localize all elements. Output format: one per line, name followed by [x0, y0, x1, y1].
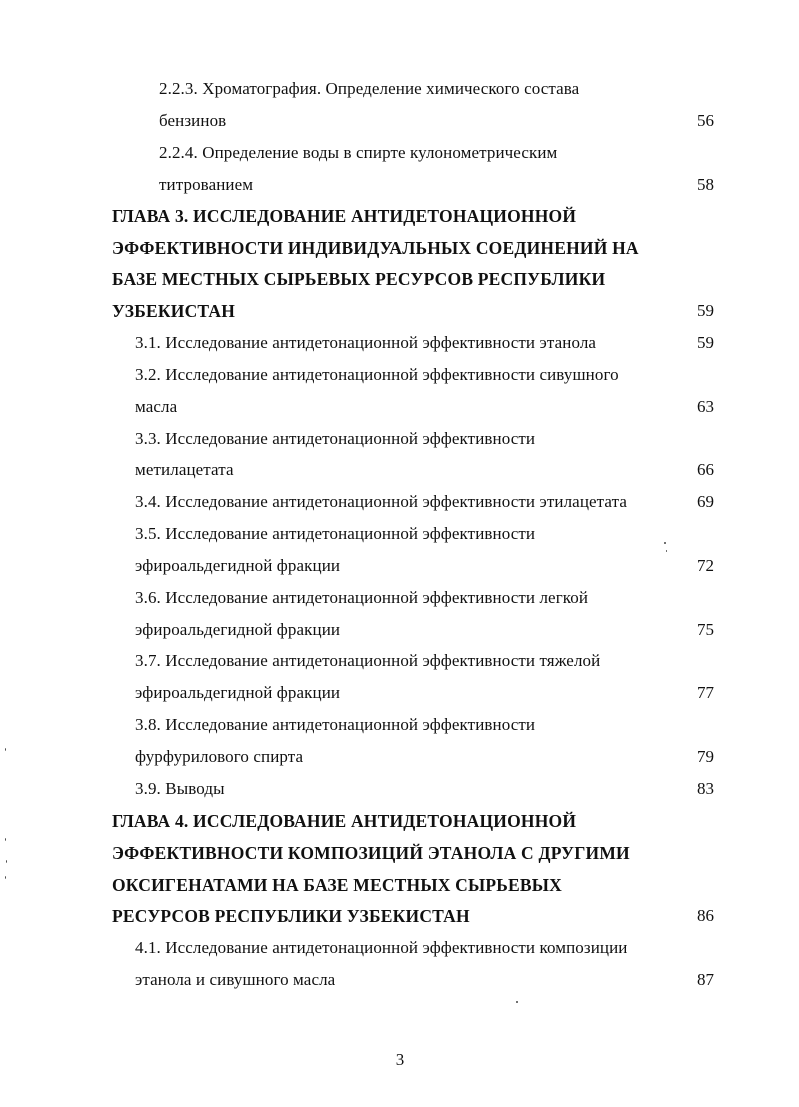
- toc-page-number: 83: [697, 779, 714, 798]
- scan-speck: [666, 550, 667, 552]
- toc-chapter-4-line1: ГЛАВА 4. ИССЛЕДОВАНИЕ АНТИДЕТОНАЦИОННОЙ: [112, 811, 577, 831]
- scan-speck: [5, 838, 6, 841]
- toc-entry-3-7-line1: 3.7. Исследование антидетонационной эффективности тяжелой: [135, 651, 601, 670]
- scan-speck: [664, 542, 666, 544]
- toc-entry-3-2-line2: масла: [135, 397, 178, 416]
- scan-speck: [5, 748, 6, 751]
- toc-entry-3-7-line2: эфироальдегидной фракции: [135, 683, 341, 702]
- toc-entry-4-1-line2: этанола и сивушного масла: [135, 970, 336, 989]
- scan-speck: [5, 876, 6, 879]
- toc-chapter-3-line2: ЭФФЕКТИВНОСТИ ИНДИВИДУАЛЬНЫХ СОЕДИНЕНИЙ НА: [112, 238, 639, 258]
- toc-entry-3-6-line2: эфироальдегидной фракции: [135, 620, 341, 639]
- toc-chapter-3-line4: УЗБЕКИСТАН: [112, 301, 236, 321]
- toc-page-number: 56: [697, 111, 714, 130]
- toc-entry-3-5-line1: 3.5. Исследование антидетонационной эффективности: [135, 524, 536, 543]
- toc-entry-2-2-4-line2: титрованием: [159, 175, 254, 194]
- toc-entry-3-8-line1: 3.8. Исследование антидетонационной эффективности: [135, 715, 536, 734]
- toc-chapter-3-line3: БАЗЕ МЕСТНЫХ СЫРЬЕВЫХ РЕСУРСОВ РЕСПУБЛИКИ: [112, 269, 606, 289]
- toc-entry-3-8-line2: фурфурилового спирта: [135, 747, 304, 766]
- toc-entry-3-5-line2: эфироальдегидной фракции: [135, 556, 341, 575]
- toc-chapter-4-line3: ОКСИГЕНАТАМИ НА БАЗЕ МЕСТНЫХ СЫРЬЕВЫХ: [112, 875, 562, 895]
- toc-page-number: 75: [697, 620, 714, 639]
- toc-entry-3-3-line1: 3.3. Исследование антидетонационной эффективности: [135, 429, 536, 448]
- toc-chapter-4-line4: РЕСУРСОВ РЕСПУБЛИКИ УЗБЕКИСТАН: [112, 906, 470, 926]
- toc-entry-2-2-3-line1: 2.2.3. Хроматография. Определение химического состава: [159, 79, 580, 98]
- toc-page-number: 66: [697, 460, 714, 479]
- toc-page-number: 69: [697, 492, 714, 511]
- toc-chapter-3-line1: ГЛАВА 3. ИССЛЕДОВАНИЕ АНТИДЕТОНАЦИОННОЙ: [112, 206, 577, 226]
- toc-entry-4-1-line1: 4.1. Исследование антидетонационной эффективности композиции: [135, 938, 628, 957]
- toc-page-number: 63: [697, 397, 714, 416]
- toc-page-number: 87: [697, 970, 714, 989]
- toc-page-number: 58: [697, 175, 714, 194]
- toc-page-number: 86: [697, 906, 714, 925]
- toc-chapter-4-line2: ЭФФЕКТИВНОСТИ КОМПОЗИЦИЙ ЭТАНОЛА С ДРУГИМИ: [112, 843, 630, 863]
- toc-entry-3-6-line1: 3.6. Исследование антидетонационной эффективности легкой: [135, 588, 589, 607]
- toc-page-number: 79: [697, 747, 714, 766]
- toc-entry-3-2-line1: 3.2. Исследование антидетонационной эффективности сивушного: [135, 365, 619, 384]
- scan-speck: [6, 860, 7, 863]
- toc-entry-2-2-4-line1: 2.2.4. Определение воды в спирте кулонометрическим: [159, 143, 558, 162]
- toc-page-number: 72: [697, 556, 714, 575]
- toc-page-number: 59: [697, 301, 714, 320]
- toc-entry-3-1: 3.1. Исследование антидетонационной эффективности этанола: [135, 333, 597, 352]
- toc-page-number: 59: [697, 333, 714, 352]
- scan-speck: [516, 1001, 518, 1003]
- toc-entry-3-9: 3.9. Выводы: [135, 779, 225, 798]
- toc-entry-2-2-3-line2: бензинов: [159, 111, 227, 130]
- toc-entry-3-4: 3.4. Исследование антидетонационной эффективности этилацетата: [135, 492, 627, 511]
- toc-page-number: 77: [697, 683, 714, 702]
- page-number: 3: [395, 1050, 405, 1069]
- toc-entry-3-3-line2: метилацетата: [135, 460, 234, 479]
